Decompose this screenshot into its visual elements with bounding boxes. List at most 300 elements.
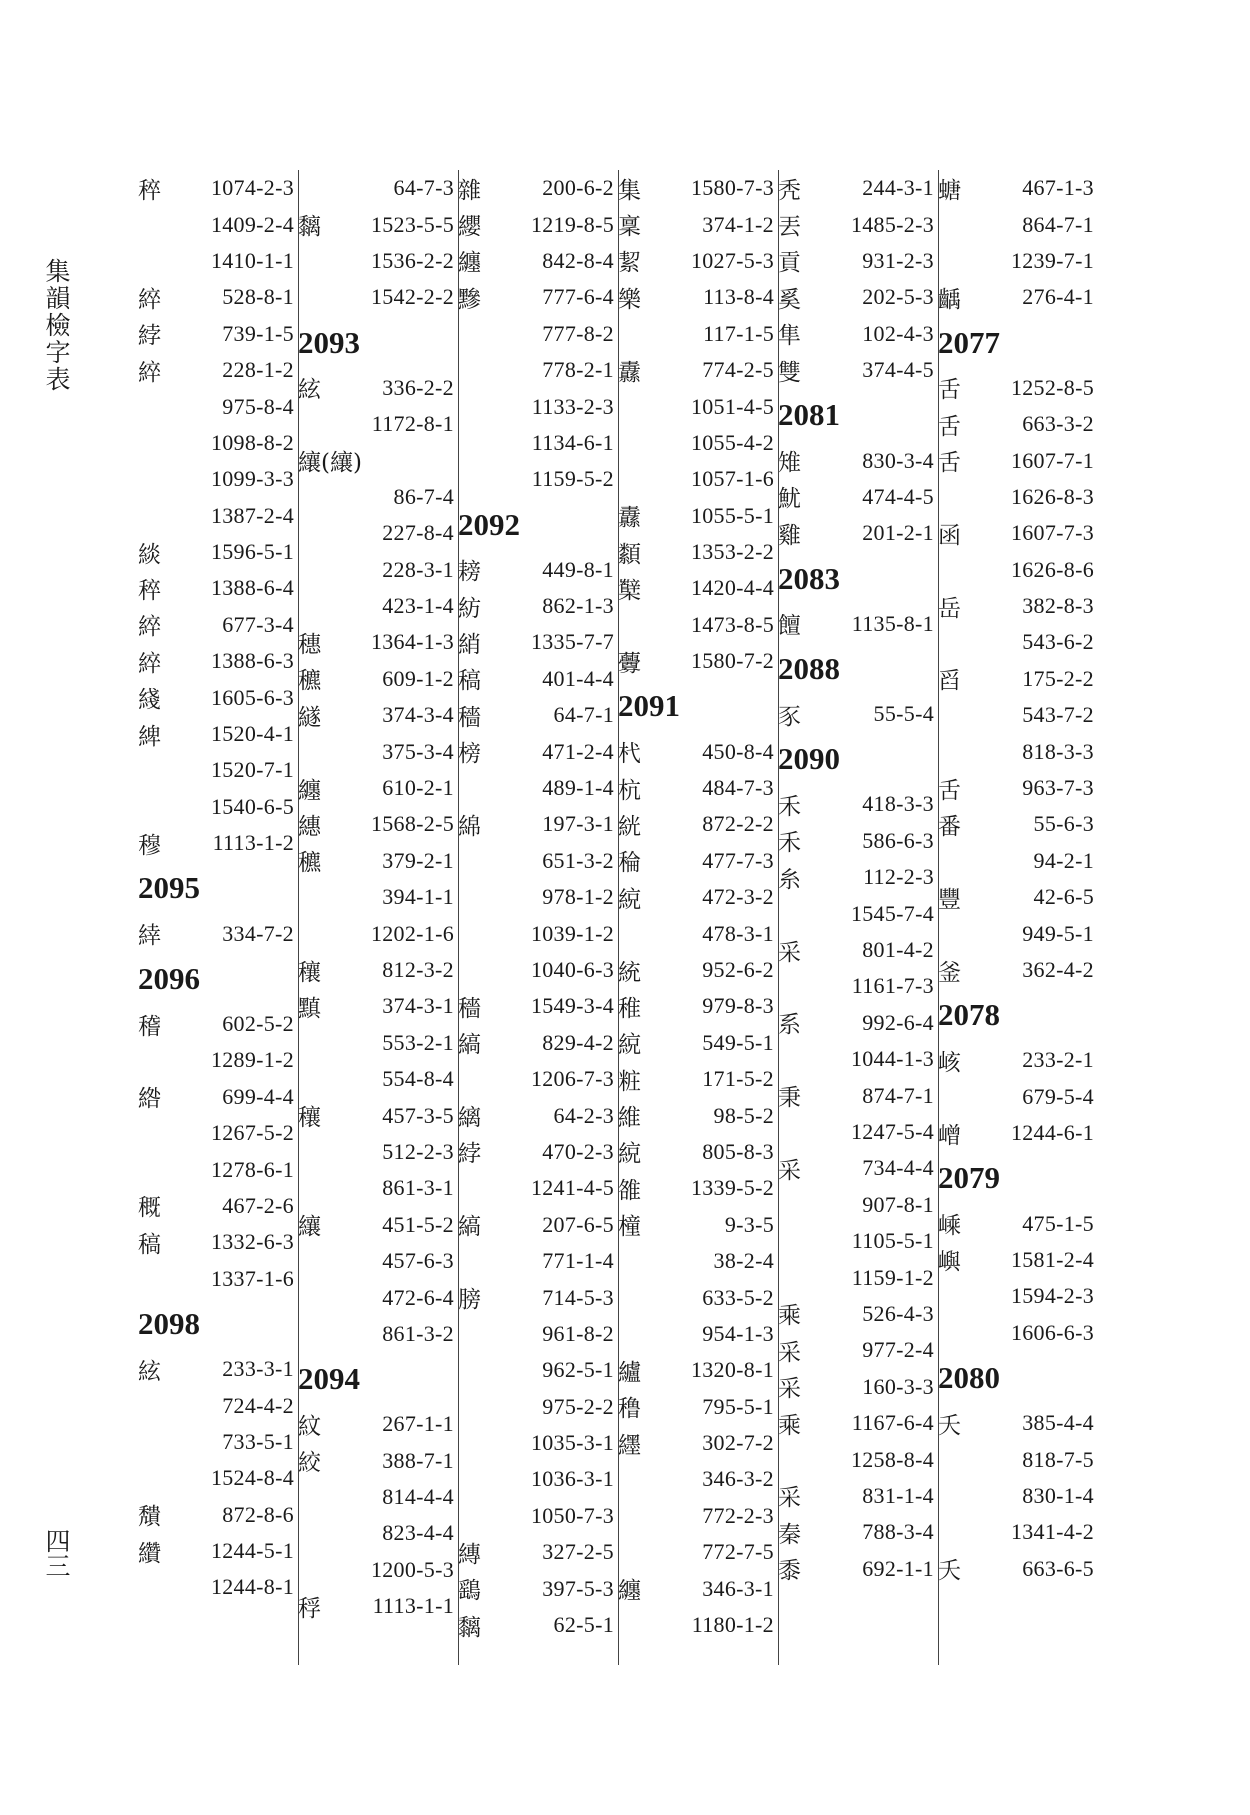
- index-entry: [298, 624, 458, 660]
- entry-reference: 1135-8-1: [851, 610, 934, 636]
- entry-reference: 1055-4-2: [690, 429, 774, 455]
- index-entry: [458, 1461, 618, 1497]
- entry-reference: 98-5-2: [713, 1102, 774, 1128]
- entry-reference: 1050-7-3: [530, 1502, 614, 1528]
- index-entry: [618, 206, 778, 242]
- entry-reference: 471-2-4: [542, 738, 614, 764]
- entry-reference: 512-2-3: [382, 1138, 454, 1164]
- index-entry: [618, 879, 778, 915]
- index-entry: [458, 1389, 618, 1425]
- index-entry: [298, 1170, 458, 1206]
- index-entry: [138, 1533, 298, 1569]
- entry-reference: 450-8-4: [702, 738, 774, 764]
- entry-reference: 1180-1-2: [691, 1612, 774, 1638]
- entry-reference: 228-1-2: [222, 357, 294, 383]
- index-entry: [618, 952, 778, 988]
- index-entry: [618, 1498, 778, 1534]
- section-heading: 2098: [138, 1305, 200, 1341]
- entry-reference: 401-4-4: [542, 665, 614, 691]
- entry-reference: 484-7-3: [702, 775, 774, 801]
- entry-character: 纏: [458, 250, 481, 277]
- index-entry: [618, 1425, 778, 1461]
- entry-reference: 1113-1-1: [372, 1593, 454, 1619]
- entry-character: 番: [938, 813, 961, 840]
- entry-character: 乘: [778, 1412, 801, 1439]
- entry-reference: 795-5-1: [702, 1393, 774, 1419]
- entry-reference: 823-4-4: [382, 1520, 454, 1546]
- index-entry: [298, 1097, 458, 1133]
- section-heading: 2093: [298, 324, 360, 360]
- index-entry: [938, 515, 1098, 551]
- index-entry: [138, 1079, 298, 1115]
- entry-character: 雒: [618, 1177, 641, 1204]
- index-entry: [778, 859, 938, 895]
- index-entry: [618, 1389, 778, 1425]
- index-entry: [938, 843, 1098, 879]
- index-entry: [458, 352, 618, 388]
- index-entry: [458, 1170, 618, 1206]
- entry-reference: 1244-8-1: [210, 1574, 294, 1600]
- entry-reference: 1035-3-1: [530, 1430, 614, 1456]
- index-entry: [618, 1097, 778, 1133]
- index-entry: [138, 1261, 298, 1297]
- entry-character: 粧: [618, 1068, 641, 1095]
- entry-reference: 1596-5-1: [210, 539, 294, 565]
- entry-character: 綍: [138, 323, 161, 350]
- entry-reference: 733-5-1: [222, 1428, 294, 1454]
- entry-character: 采: [778, 1376, 801, 1403]
- entry-reference: 375-3-4: [382, 738, 454, 764]
- index-entry: [138, 1387, 298, 1423]
- entry-reference: 543-6-2: [1022, 629, 1094, 655]
- index-entry: [778, 1551, 938, 1587]
- entry-reference: 818-7-5: [1022, 1446, 1094, 1472]
- entry-reference: 201-2-1: [862, 520, 934, 546]
- entry-reference: 200-6-2: [542, 175, 614, 201]
- index-entry: [458, 1279, 618, 1315]
- entry-character: 黍: [778, 1558, 801, 1585]
- index-entry: [618, 498, 778, 534]
- index-entry: [458, 1425, 618, 1461]
- index-entry: [938, 1242, 1098, 1278]
- entry-reference: 385-4-4: [1022, 1410, 1094, 1436]
- index-entry: [138, 679, 298, 715]
- section-heading: 2077: [938, 324, 1000, 360]
- entry-character: 絃: [138, 1358, 161, 1385]
- entry-character: 黲: [458, 286, 481, 313]
- index-entry: [938, 243, 1098, 279]
- entry-character: 采: [778, 1485, 801, 1512]
- entry-character: 岳: [938, 595, 961, 622]
- entry-reference: 1341-4-2: [1010, 1519, 1094, 1545]
- index-entry: [458, 806, 618, 842]
- index-entry: [778, 316, 938, 352]
- section-heading: 2081: [778, 397, 840, 433]
- index-entry: [138, 1188, 298, 1224]
- index-entry: [778, 1187, 938, 1223]
- entry-character: 稡: [138, 177, 161, 204]
- index-entry: [138, 716, 298, 752]
- index-entry: [618, 461, 778, 497]
- index-entry: [618, 915, 778, 951]
- index-entry: [778, 1114, 938, 1150]
- index-column: [298, 170, 459, 1665]
- index-entry: [778, 1296, 938, 1332]
- entry-reference: 1167-6-4: [851, 1410, 934, 1436]
- entry-reference: 949-5-1: [1022, 920, 1094, 946]
- entry-character: 杙: [618, 741, 641, 768]
- entry-character: 隼: [778, 323, 801, 350]
- index-entry: [938, 279, 1098, 315]
- index-entry: [458, 1025, 618, 1061]
- entry-reference: 610-2-1: [382, 775, 454, 801]
- entry-reference: 467-1-3: [1022, 175, 1094, 201]
- entry-reference: 861-3-1: [382, 1175, 454, 1201]
- entry-character: 齲: [938, 286, 961, 313]
- entry-character: 纑: [618, 1359, 641, 1386]
- index-entry: [458, 988, 618, 1024]
- entry-reference: 724-4-2: [222, 1392, 294, 1418]
- entry-character: 縞: [458, 1214, 481, 1241]
- index-entry: [778, 932, 938, 968]
- index-entry: [298, 206, 458, 242]
- entry-reference: 1581-2-4: [1010, 1246, 1094, 1272]
- entry-reference: 979-8-3: [702, 993, 774, 1019]
- entry-character: 豕: [778, 703, 801, 730]
- entry-character: 維: [618, 1105, 641, 1132]
- section-heading: 2096: [138, 960, 200, 996]
- entry-character: 櫱: [618, 577, 641, 604]
- index-entry: [778, 786, 938, 822]
- page-number: 四三: [42, 1528, 71, 1578]
- index-entry: [458, 461, 618, 497]
- entry-reference: 739-1-5: [222, 320, 294, 346]
- entry-reference: 1202-1-6: [370, 920, 454, 946]
- index-entry: [618, 388, 778, 424]
- index-entry: [938, 952, 1098, 988]
- entry-reference: 382-8-3: [1022, 593, 1094, 619]
- index-entry: [138, 170, 298, 206]
- index-entry: [458, 1498, 618, 1534]
- entry-character: 綂: [618, 1141, 641, 1168]
- entry-reference: 1161-7-3: [851, 973, 934, 999]
- entry-reference: 472-3-2: [702, 884, 774, 910]
- entry-reference: 233-2-1: [1022, 1047, 1094, 1073]
- entry-reference: 907-8-1: [862, 1191, 934, 1217]
- entry-character: 夭: [938, 1412, 961, 1439]
- entry-character: 稟: [618, 214, 641, 241]
- entry-reference: 1219-8-5: [530, 211, 614, 237]
- index-entry: [618, 1243, 778, 1279]
- section-heading: 2091: [618, 688, 680, 724]
- entry-reference: 677-3-4: [222, 611, 294, 637]
- entry-reference: 64-7-1: [553, 702, 614, 728]
- entry-reference: 931-2-3: [862, 247, 934, 273]
- index-entry: [138, 607, 298, 643]
- entry-reference: 962-5-1: [542, 1357, 614, 1383]
- entry-character: 纇: [618, 541, 641, 568]
- entry-reference: 423-1-4: [382, 593, 454, 619]
- index-entry: [618, 352, 778, 388]
- entry-character: 綍: [458, 1141, 481, 1168]
- entry-reference: 1267-5-2: [210, 1120, 294, 1146]
- index-entry: [138, 243, 298, 279]
- index-entry: [938, 915, 1098, 951]
- entry-reference: 418-3-3: [862, 791, 934, 817]
- entry-reference: 1605-6-3: [210, 684, 294, 710]
- entry-reference: 1200-5-3: [370, 1556, 454, 1582]
- entry-reference: 586-6-3: [862, 827, 934, 853]
- entry-reference: 1606-6-3: [1010, 1319, 1094, 1345]
- index-entry: [938, 552, 1098, 588]
- index-entry: [298, 406, 458, 442]
- entry-reference: 818-3-3: [1022, 738, 1094, 764]
- index-entry: [458, 697, 618, 733]
- entry-reference: 602-5-2: [222, 1011, 294, 1036]
- section-heading: 2078: [938, 997, 1000, 1033]
- entry-character: 稿: [458, 668, 481, 695]
- entry-reference: 477-7-3: [702, 847, 774, 873]
- entry-reference: 227-8-4: [382, 520, 454, 546]
- index-entry: [298, 479, 458, 515]
- entry-reference: 388-7-1: [382, 1447, 454, 1473]
- index-entry: [298, 1279, 458, 1315]
- entry-reference: 992-6-4: [862, 1009, 934, 1035]
- entry-character: 夭: [938, 1558, 961, 1585]
- index-entry: [778, 1405, 938, 1441]
- entry-character: 糸: [778, 866, 801, 893]
- entry-reference: 394-1-1: [382, 884, 454, 910]
- index-entry: [458, 1243, 618, 1279]
- entry-character: 纏: [298, 777, 321, 804]
- entry-character: 奚: [778, 286, 801, 313]
- index-entry: [938, 442, 1098, 478]
- index-entry: [298, 1588, 458, 1624]
- entry-character: 秦: [778, 1521, 801, 1548]
- index-entry: [138, 425, 298, 461]
- entry-reference: 207-6-5: [542, 1211, 614, 1237]
- entry-reference: 171-5-2: [702, 1066, 774, 1092]
- entry-reference: 175-2-2: [1022, 665, 1094, 691]
- entry-character: 纆: [618, 1432, 641, 1459]
- entry-character: 樂: [618, 286, 641, 313]
- index-entry: [938, 1441, 1098, 1477]
- entry-reference: 117-1-5: [703, 320, 774, 346]
- side-title: 集韻檢字表: [42, 258, 71, 393]
- entry-reference: 1244-5-1: [210, 1538, 294, 1564]
- entry-reference: 267-1-1: [382, 1411, 454, 1437]
- section-heading: 2090: [778, 741, 840, 777]
- entry-reference: 362-4-2: [1022, 957, 1094, 982]
- entry-character: 纘: [138, 1540, 161, 1567]
- entry-character: 綷: [138, 650, 161, 677]
- entry-character: 雞: [778, 522, 801, 549]
- index-column: [138, 170, 299, 1665]
- index-entry: [778, 442, 938, 478]
- entry-reference: 812-3-2: [382, 957, 454, 982]
- index-column: [618, 170, 779, 1665]
- entry-character: 豐: [938, 886, 961, 913]
- index-entry: [778, 968, 938, 1004]
- index-entry: [298, 1243, 458, 1279]
- index-entry: [778, 1041, 938, 1077]
- entry-reference: 1473-8-5: [690, 611, 774, 637]
- index-entry: [458, 1061, 618, 1097]
- index-entry: [778, 696, 938, 732]
- section-heading: 2083: [778, 560, 840, 596]
- entry-character: 稐: [618, 850, 641, 877]
- entry-character: 綫: [138, 687, 161, 714]
- index-entry: [458, 1607, 618, 1643]
- entry-reference: 1540-6-5: [210, 793, 294, 819]
- entry-character: 舌: [938, 377, 961, 404]
- entry-character: 黰: [298, 995, 321, 1022]
- index-entry: [138, 643, 298, 679]
- index-entry: [618, 643, 778, 679]
- entry-character: 稃: [298, 1595, 321, 1622]
- entry-character: 采: [778, 939, 801, 966]
- entry-reference: 549-5-1: [702, 1029, 774, 1055]
- entry-reference: 1607-7-3: [1010, 520, 1094, 546]
- entry-reference: 457-3-5: [382, 1102, 454, 1128]
- index-entry: [138, 1006, 298, 1042]
- index-entry: [298, 442, 458, 478]
- index-entry: [778, 1514, 938, 1550]
- entry-reference: 1172-8-1: [371, 411, 454, 437]
- entry-reference: 1568-2-5: [370, 811, 454, 837]
- entry-reference: 470-2-3: [542, 1138, 614, 1164]
- entry-reference: 228-3-1: [382, 556, 454, 582]
- index-entry: [138, 1351, 298, 1387]
- index-entry: [138, 1115, 298, 1151]
- index-entry: [458, 661, 618, 697]
- entry-reference: 1524-8-4: [210, 1465, 294, 1491]
- entry-character: 雉: [778, 450, 801, 477]
- entry-character: 集: [618, 177, 641, 204]
- entry-reference: 1523-5-5: [370, 211, 454, 237]
- entry-reference: 1099-3-3: [210, 466, 294, 492]
- entry-character: 統: [618, 959, 641, 986]
- entry-reference: 9-3-5: [724, 1211, 774, 1237]
- entry-reference: 961-8-2: [542, 1320, 614, 1346]
- entry-reference: 1335-7-7: [530, 629, 614, 655]
- entry-reference: 1113-1-2: [212, 830, 294, 856]
- entry-character: 穰: [298, 959, 321, 986]
- index-entry: [298, 915, 458, 951]
- index-entry: [778, 606, 938, 642]
- entry-character: 穆: [138, 832, 161, 859]
- entry-character: 紋: [298, 1413, 321, 1440]
- index-entry: [938, 879, 1098, 915]
- entry-reference: 734-4-4: [862, 1155, 934, 1181]
- index-entry: [138, 570, 298, 606]
- entry-reference: 831-1-4: [862, 1482, 934, 1508]
- entry-character: 膀: [458, 1287, 481, 1314]
- index-entry: [458, 1207, 618, 1243]
- index-entry: [618, 279, 778, 315]
- entry-character: 橦: [618, 1214, 641, 1241]
- entry-reference: 374-4-5: [862, 357, 934, 383]
- entry-reference: 771-1-4: [542, 1248, 614, 1274]
- entry-reference: 1420-4-4: [690, 575, 774, 601]
- entry-reference: 952-6-2: [702, 957, 774, 982]
- entry-character: 絜: [618, 250, 641, 277]
- entry-character: 函: [938, 522, 961, 549]
- index-entry: [938, 1079, 1098, 1115]
- index-entry: [458, 879, 618, 915]
- index-entry: [938, 370, 1098, 406]
- entry-reference: 1133-2-3: [531, 393, 614, 419]
- entry-character: 禾: [778, 830, 801, 857]
- entry-reference: 830-3-4: [862, 447, 934, 473]
- index-entry: [778, 1150, 938, 1186]
- entry-character: 穨: [138, 1504, 161, 1531]
- entry-reference: 788-3-4: [862, 1519, 934, 1545]
- index-entry: [458, 243, 618, 279]
- index-entry: [138, 1224, 298, 1260]
- index-entry: [618, 607, 778, 643]
- entry-character: 魷: [778, 486, 801, 513]
- entry-reference: 1536-2-2: [370, 247, 454, 273]
- entry-character: 釜: [938, 959, 961, 986]
- entry-reference: 451-5-2: [382, 1211, 454, 1237]
- entry-reference: 346-3-2: [702, 1466, 774, 1492]
- entry-reference: 1159-1-2: [851, 1264, 934, 1290]
- index-entry: [618, 316, 778, 352]
- entry-character: 嵊: [938, 1213, 961, 1240]
- index-entry: [298, 661, 458, 697]
- index-entry: [778, 895, 938, 931]
- entry-character: 穮: [298, 850, 321, 877]
- entry-reference: 42-6-5: [1033, 884, 1094, 910]
- entry-reference: 113-8-4: [703, 284, 774, 310]
- entry-reference: 1159-5-2: [531, 466, 614, 492]
- entry-character: 繸: [298, 704, 321, 731]
- index-entry: [938, 479, 1098, 515]
- entry-character: 螗: [938, 177, 961, 204]
- index-entry: [458, 588, 618, 624]
- entry-reference: 336-2-2: [382, 374, 454, 400]
- entry-reference: 554-8-4: [382, 1066, 454, 1092]
- index-entry: [298, 843, 458, 879]
- entry-reference: 1387-2-4: [210, 502, 294, 528]
- index-entry: [298, 988, 458, 1024]
- section-heading: 2095: [138, 870, 200, 906]
- index-entry: [618, 1061, 778, 1097]
- entry-character: 縳: [458, 1541, 481, 1568]
- index-entry: [778, 1223, 938, 1259]
- entry-reference: 1036-3-1: [530, 1466, 614, 1492]
- index-entry: [138, 388, 298, 424]
- entry-reference: 160-3-3: [862, 1373, 934, 1399]
- index-entry: [458, 170, 618, 206]
- index-entry: [298, 1406, 458, 1442]
- entry-reference: 1410-1-1: [210, 247, 294, 273]
- entry-character: 穊: [138, 1195, 161, 1222]
- index-entry: [618, 1570, 778, 1606]
- index-column: [458, 170, 619, 1665]
- entry-reference: 1545-7-4: [850, 900, 934, 926]
- entry-reference: 978-1-2: [542, 884, 614, 910]
- entry-reference: 1320-8-1: [690, 1357, 774, 1383]
- entry-character: 綂: [618, 1032, 641, 1059]
- entry-reference: 1027-5-3: [690, 247, 774, 273]
- entry-reference: 478-3-1: [702, 920, 774, 946]
- entry-reference: 457-6-3: [382, 1248, 454, 1274]
- entry-character: 綼: [138, 723, 161, 750]
- index-entry: [938, 1042, 1098, 1078]
- index-entry: [298, 806, 458, 842]
